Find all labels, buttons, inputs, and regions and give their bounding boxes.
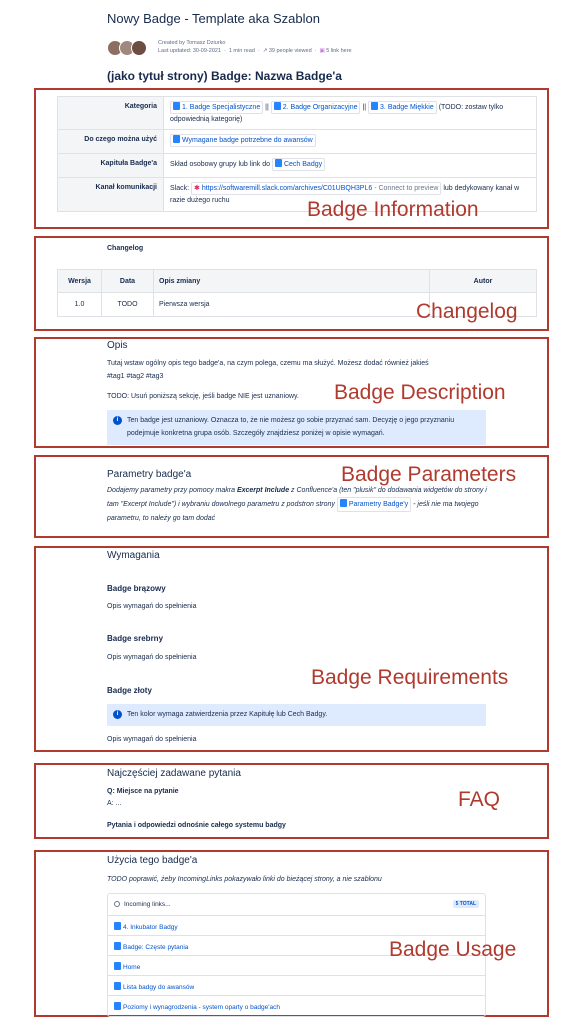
list-item[interactable]: 4. Inkubator Badgy	[108, 916, 485, 936]
label-faq: FAQ	[458, 788, 501, 811]
page-icon	[340, 499, 347, 507]
uznaniowy-info-panel: i Ten badge jest uznaniowy. Oznacza to, że nie możesz go sobie przyznać sam. Decyzję o jego przyznaniu podejmuje konkretna grupa osób. Szczegóły znajdziesz poniżej w opisie wymagań.	[107, 410, 486, 445]
chip-specjalistyczne[interactable]: 1. Badge Specjalistyczne	[170, 101, 263, 114]
gold-text: Opis wymagań do spełnienia	[107, 736, 197, 743]
usage-todo: TODO poprawić, żeby IncomingLinks pokazywało linki do bieżącej strony, a nie szablonu	[107, 876, 382, 883]
total-badge: 5 TOTAL	[453, 900, 479, 908]
slack-link[interactable]: ✱ https://softwaremill.slack.com/archives/C01UBQH3PL6 - Connect to preview	[191, 182, 441, 195]
page-icon	[371, 102, 378, 110]
opis-todo: TODO: Usuń poniższą sekcję, jeśli badge NIE jest uznaniowy.	[107, 393, 299, 400]
page-icon	[173, 102, 180, 110]
silver-text: Opis wymagań do spełnienia	[107, 654, 197, 661]
contributors-avatars[interactable]	[107, 40, 157, 56]
badge-info-table: Kategoria 1. Badge Specjalistyczne || 2. Badge Organizacyjne || 3. Badge Miękkie (TODO: zostaw tylko odpowiednią kategorię) Do czego można użyć Wymagane badge potrzebne do awansów Kapituła Badge'a Skład osobowy grupy lub link do Cech Badgy Kanał komunikacji Slack: ✱ https://softwaremill.slack.com/archives/C01UBQH3PL6 - Connect to preview lub dedykowany kanał w razie dużego ruchu	[57, 96, 537, 212]
usage-heading: Użycia tego badge'a	[107, 855, 198, 866]
table-row: 1.0 TODO Pierwsza wersja	[58, 293, 537, 317]
label-changelog: Changelog	[416, 300, 518, 323]
chip-cech-badgy[interactable]: Cech Badgy	[272, 158, 325, 171]
info-icon: i	[113, 416, 122, 425]
faq-answer: A: ...	[107, 800, 122, 807]
kapitula-label: Kapituła Badge'a	[58, 154, 164, 178]
opis-text: Tutaj wstaw ogólny opis tego badge'a, na czym polega, czemu ma służyć. Możesz dodać również jakieś #tag1 #tag2 #tag3	[107, 360, 429, 380]
main-heading: (jako tytuł strony) Badge: Nazwa Badge'a	[107, 69, 342, 83]
col-autor: Autor	[430, 270, 537, 293]
created-by: Created by Tomasz Dziurko	[158, 40, 226, 46]
list-item[interactable]: Poziomy i wynagrodzenia - system oparty o badge'ach	[108, 996, 485, 1016]
chip-parametry-badgey[interactable]: Parametry Badge'y	[337, 497, 411, 512]
page-icon	[173, 135, 180, 143]
list-item[interactable]: Lista badgy do awansów	[108, 976, 485, 996]
search-icon	[114, 901, 120, 907]
label-badge-parameters: Badge Parameters	[341, 463, 517, 486]
label-badge-usage: Badge Usage	[389, 938, 517, 961]
incoming-links-header[interactable]: Incoming links... 5 TOTAL	[108, 894, 485, 916]
parameters-heading: Parametry badge'a	[107, 469, 192, 480]
kategoria-value: 1. Badge Specjalistyczne || 2. Badge Organizacyjne || 3. Badge Miękkie (TODO: zostaw tylko odpowiednią kategorię)	[164, 97, 537, 130]
links-count[interactable]: 5 link here	[326, 48, 352, 54]
read-time: 1 min read	[228, 48, 255, 54]
chip-wymagane[interactable]: Wymagane badge potrzebne do awansów	[170, 134, 316, 147]
label-badge-information: Badge Information	[307, 198, 479, 221]
page-icon	[274, 102, 281, 110]
uzycie-label: Do czego można użyć	[58, 130, 164, 154]
opis-heading: Opis	[107, 340, 128, 351]
last-updated: Last updated: 30-09-2021	[158, 48, 221, 54]
kanal-label: Kanał komunikacji	[58, 178, 164, 212]
parameters-text: Dodajemy parametry przy pomocy makra Excerpt Include z Confluence'a (ten "plusik" do dodawania widgetów do strony i tam "Excerpt Include") i wybraniu dowolnego parametru z podstron strony Parametry Badge'y - jeśli nie ma twojego parametru, to należy go tam dodać	[107, 487, 487, 522]
list-item[interactable]: Badge: Częste pytania	[108, 936, 485, 956]
faq-link[interactable]: Pytania i odpowiedzi odnośnie całego systemu badgy	[107, 822, 286, 829]
bronze-text: Opis wymagań do spełnienia	[107, 603, 197, 610]
avatar[interactable]	[131, 40, 147, 56]
list-item[interactable]: Home	[108, 956, 485, 976]
gold-heading: Badge złoty	[107, 686, 152, 695]
requirements-heading: Wymagania	[107, 550, 160, 561]
kategoria-label: Kategoria	[58, 97, 164, 130]
chip-miekkie[interactable]: 3. Badge Miękkie	[368, 101, 437, 114]
col-wersja: Wersja	[58, 270, 102, 293]
col-data: Data	[102, 270, 154, 293]
changelog-heading: Changelog	[107, 245, 144, 252]
views-count[interactable]: 39 people viewed	[268, 48, 312, 54]
info-icon: i	[113, 710, 122, 719]
page-icon	[114, 982, 121, 990]
page-icon	[114, 942, 121, 950]
faq-heading: Najczęściej zadawane pytania	[107, 768, 241, 779]
slack-icon: ✱	[194, 185, 200, 192]
label-badge-description: Badge Description	[334, 381, 506, 404]
page-icon	[114, 922, 121, 930]
link-icon: ▣	[319, 48, 325, 54]
label-badge-requirements: Badge Requirements	[311, 666, 509, 689]
page-title: Nowy Badge - Template aka Szablon	[107, 11, 320, 26]
gold-info-panel: i Ten kolor wymaga zatwierdzenia przez Kapitułę lub Cech Badgy.	[107, 704, 486, 726]
page-icon	[114, 962, 121, 970]
page-icon	[114, 1002, 121, 1010]
page-icon	[275, 159, 282, 167]
page-metadata: Created by Tomasz Dziurko Last updated: 30-09-2021 · 1 min read · ↗ 39 people viewed · ▣ 5 link here	[158, 40, 352, 54]
chip-organizacyjne[interactable]: 2. Badge Organizacyjne	[271, 101, 361, 114]
views-icon: ↗	[262, 48, 268, 54]
silver-heading: Badge srebrny	[107, 634, 164, 643]
col-opis: Opis zmiany	[154, 270, 430, 293]
faq-question: Q: Miejsce na pytanie	[107, 788, 179, 795]
bronze-heading: Badge brązowy	[107, 584, 166, 593]
